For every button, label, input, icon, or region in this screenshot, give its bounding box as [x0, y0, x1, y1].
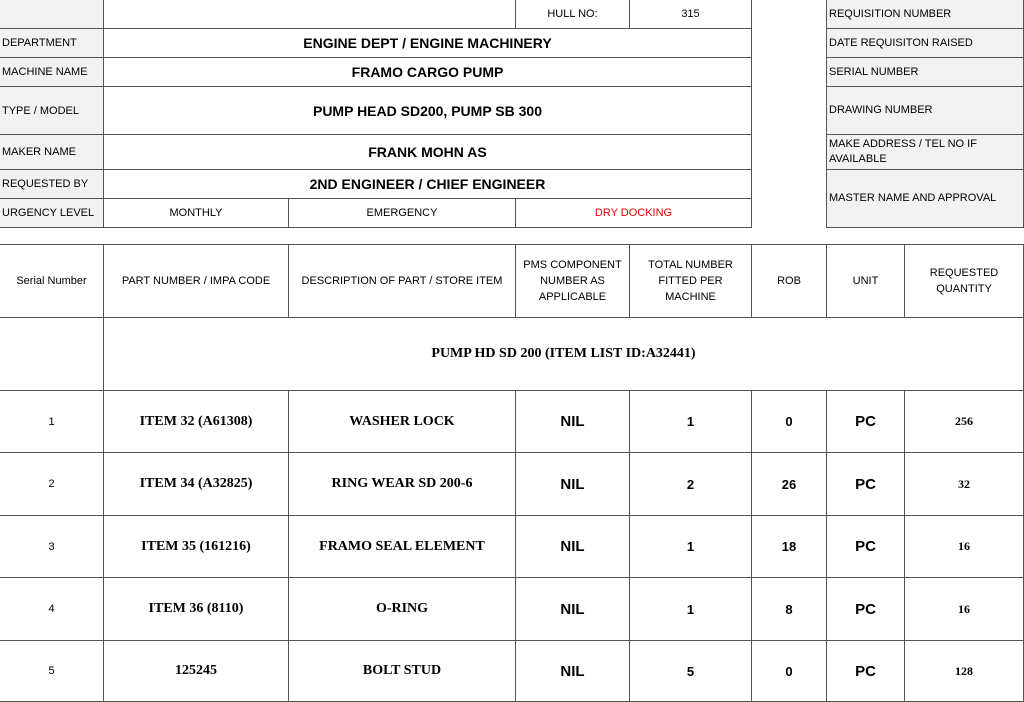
row-description: O-RING — [289, 578, 516, 641]
hull-value[interactable]: 315 — [630, 0, 752, 29]
row-serial: 3 — [0, 516, 104, 578]
type-model-label: TYPE / MODEL — [0, 87, 104, 135]
urgency-emergency[interactable]: EMERGENCY — [289, 199, 516, 228]
row-description: FRAMO SEAL ELEMENT — [289, 516, 516, 578]
row-description: RING WEAR SD 200-6 — [289, 453, 516, 516]
row-part-number: ITEM 35 (161216) — [104, 516, 289, 578]
row-fitted: 1 — [630, 391, 752, 453]
type-model-value[interactable]: PUMP HEAD SD200, PUMP SB 300 — [104, 87, 752, 135]
header-gap-column — [752, 0, 827, 228]
row-part-number: ITEM 36 (8110) — [104, 578, 289, 641]
date-raised-label: DATE REQUISITON RAISED — [827, 29, 1024, 58]
row-qty[interactable]: 256 — [905, 391, 1024, 453]
section-row-serial-cell — [0, 318, 104, 391]
maker-name-value[interactable]: FRANK MOHN AS — [104, 135, 752, 170]
row-serial: 4 — [0, 578, 104, 641]
machine-name-value[interactable]: FRAMO CARGO PUMP — [104, 58, 752, 87]
make-address-label: MAKE ADDRESS / TEL NO IF AVAILABLE — [827, 135, 1024, 170]
urgency-monthly[interactable]: MONTHLY — [104, 199, 289, 228]
row-unit: PC — [827, 453, 905, 516]
row-pms: NIL — [516, 516, 630, 578]
section-title: PUMP HD SD 200 (ITEM LIST ID:A32441) — [104, 318, 1024, 391]
row-rob: 0 — [752, 391, 827, 453]
department-label: DEPARTMENT — [0, 29, 104, 58]
row-fitted: 1 — [630, 578, 752, 641]
row-qty[interactable]: 128 — [905, 641, 1024, 702]
col-header-serial: Serial Number — [0, 245, 104, 318]
row-serial: 2 — [0, 453, 104, 516]
row-unit: PC — [827, 391, 905, 453]
col-header-rob: ROB — [752, 245, 827, 318]
row-part-number: 125245 — [104, 641, 289, 702]
col-header-unit: UNIT — [827, 245, 905, 318]
requested-by-value[interactable]: 2ND ENGINEER / CHIEF ENGINEER — [104, 170, 752, 199]
requisition-number-label: REQUISITION NUMBER — [827, 0, 1024, 29]
row-rob: 0 — [752, 641, 827, 702]
row-unit: PC — [827, 516, 905, 578]
row-rob: 26 — [752, 453, 827, 516]
header-blank-cell — [104, 0, 516, 29]
urgency-label: URGENCY LEVEL — [0, 199, 104, 228]
maker-name-label: MAKER NAME — [0, 135, 104, 170]
urgency-dry-docking[interactable]: DRY DOCKING — [516, 199, 752, 228]
requested-by-label: REQUESTED BY — [0, 170, 104, 199]
master-approval-label: MASTER NAME AND APPROVAL — [827, 170, 1024, 228]
hull-label: HULL NO: — [516, 0, 630, 29]
row-qty[interactable]: 16 — [905, 516, 1024, 578]
row-pms: NIL — [516, 453, 630, 516]
col-header-description: DESCRIPTION OF PART / STORE ITEM — [289, 245, 516, 318]
row-description: BOLT STUD — [289, 641, 516, 702]
row-serial: 1 — [0, 391, 104, 453]
col-header-fitted: TOTAL NUMBER FITTED PER MACHINE — [630, 245, 752, 318]
drawing-number-label: DRAWING NUMBER — [827, 87, 1024, 135]
row-serial: 5 — [0, 641, 104, 702]
col-header-qty: REQUESTED QUANTITY — [905, 245, 1024, 318]
row-fitted: 5 — [630, 641, 752, 702]
row-unit: PC — [827, 578, 905, 641]
row-description: WASHER LOCK — [289, 391, 516, 453]
row-rob: 8 — [752, 578, 827, 641]
row-pms: NIL — [516, 578, 630, 641]
row-part-number: ITEM 34 (A32825) — [104, 453, 289, 516]
row-rob: 18 — [752, 516, 827, 578]
serial-number-label: SERIAL NUMBER — [827, 58, 1024, 87]
row-pms: NIL — [516, 391, 630, 453]
row-fitted: 2 — [630, 453, 752, 516]
header-corner-cell — [0, 0, 104, 29]
col-header-part-number: PART NUMBER / IMPA CODE — [104, 245, 289, 318]
row-qty[interactable]: 32 — [905, 453, 1024, 516]
row-fitted: 1 — [630, 516, 752, 578]
row-qty[interactable]: 16 — [905, 578, 1024, 641]
row-part-number: ITEM 32 (A61308) — [104, 391, 289, 453]
department-value[interactable]: ENGINE DEPT / ENGINE MACHINERY — [104, 29, 752, 58]
col-header-pms: PMS COMPONENT NUMBER AS APPLICABLE — [516, 245, 630, 318]
row-unit: PC — [827, 641, 905, 702]
machine-name-label: MACHINE NAME — [0, 58, 104, 87]
row-pms: NIL — [516, 641, 630, 702]
